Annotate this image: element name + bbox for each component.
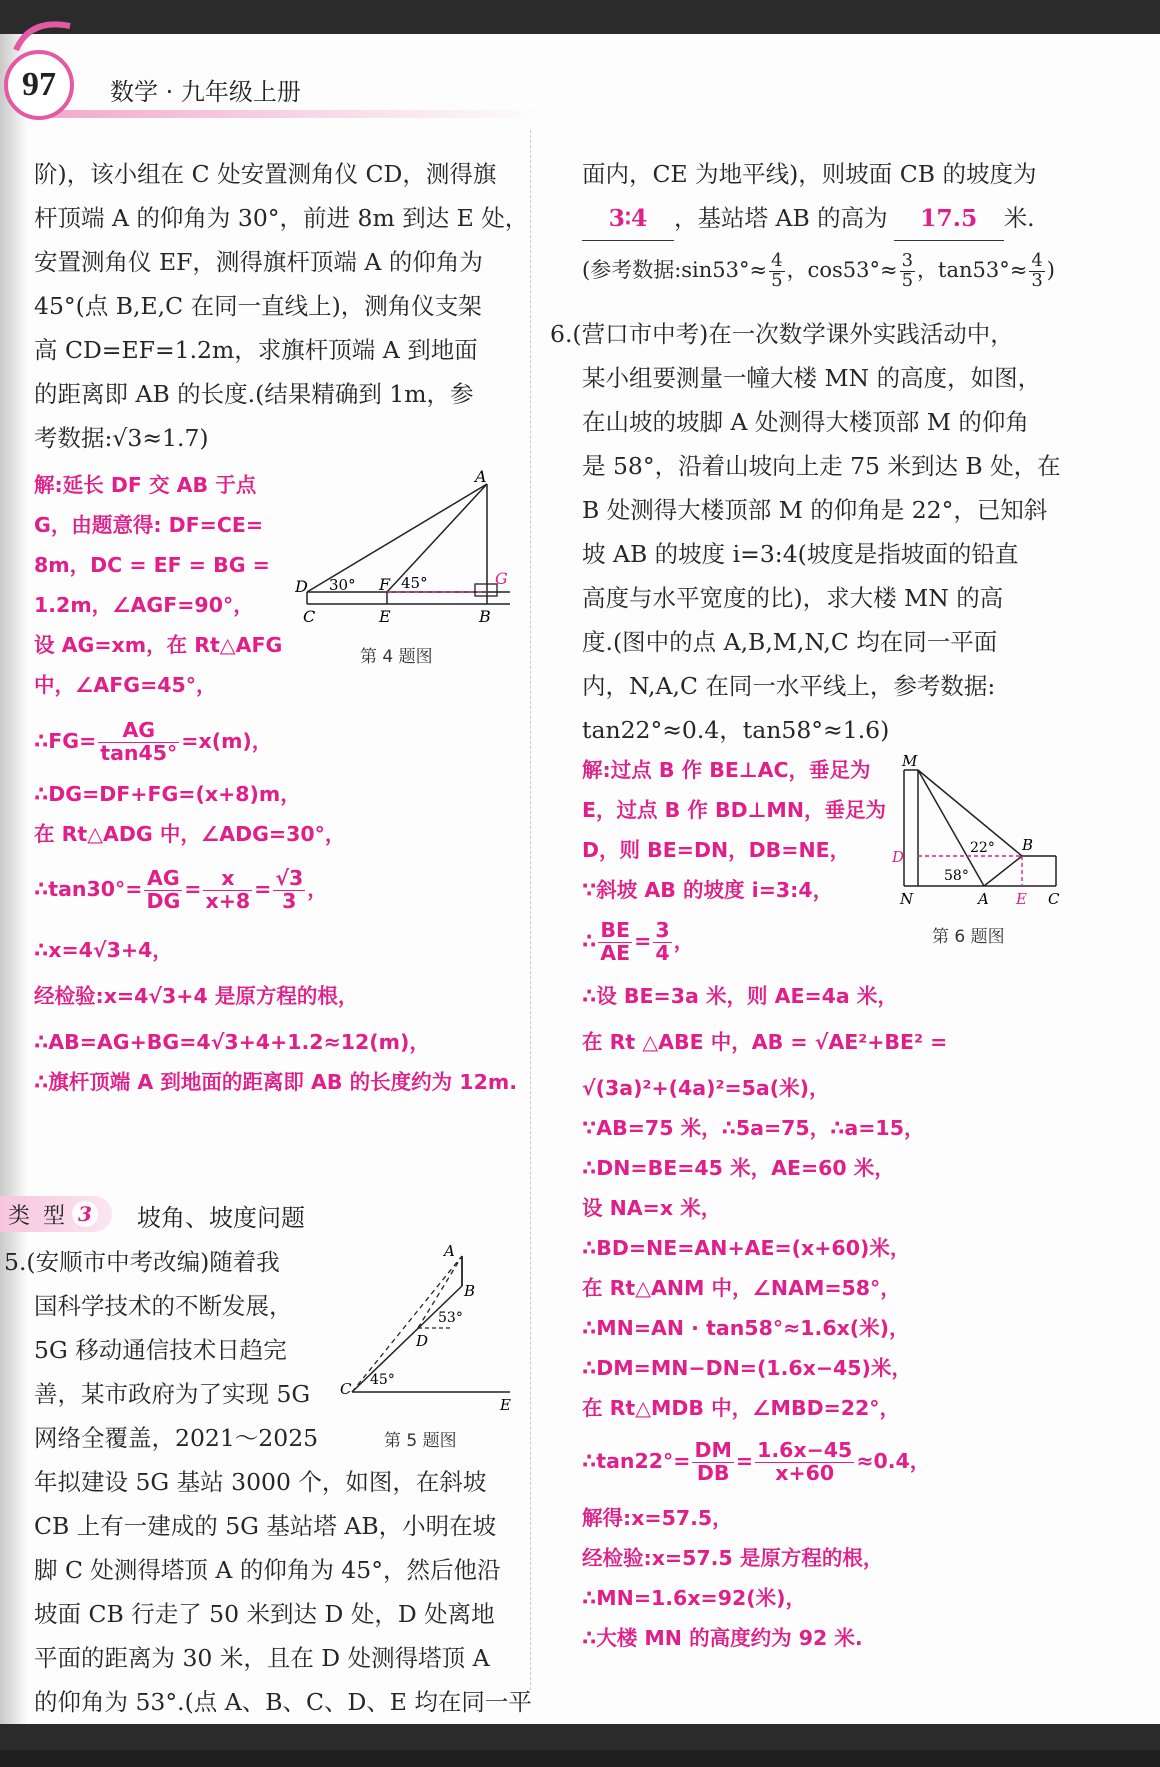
sol4-dg: ∴DG=DF+FG=(x+8)m， <box>34 782 301 806</box>
sol6-line: √(3a)²+(4a)²=5a(米)， <box>582 1076 830 1100</box>
q4-line: 阶)，该小组在 C 处安置测角仪 CD，测得旗 <box>34 160 497 188</box>
sol6-line: ∵AB=75 米，∴5a=75，∴a=15， <box>582 1116 925 1140</box>
q5-cont-line: 面内，CE 为地平线)，则坡面 CB 的坡度为 <box>582 160 1037 188</box>
q6-line: 在山坡的坡脚 A 处测得大楼顶部 M 的仰角 <box>582 408 1029 436</box>
sol4-ab: ∴AB=AG+BG=4√3+4+1.2≈12(m)， <box>34 1030 430 1054</box>
fig5-label: B <box>464 1282 476 1300</box>
sol6-line: D，则 BE=DN，DB=NE， <box>582 838 851 862</box>
page-edge-shadow <box>0 34 28 1724</box>
sol6-line: 在 Rt△ANM 中，∠NAM=58°， <box>582 1276 901 1300</box>
header-band <box>40 110 540 118</box>
fig6-label: B <box>1022 836 1034 854</box>
book-title: 数学 · 九年级上册 <box>110 78 301 106</box>
q4-line: 45°(点 B,E,C 在同一直线上)，测角仪支架 <box>34 292 482 320</box>
fig4-caption: 第 4 题图 <box>360 647 433 667</box>
sol6-line: 解:过点 B 作 BE⊥AC，垂足为 <box>582 758 871 782</box>
q5-blank-height: 17.5 <box>894 196 1004 241</box>
sol4-line: 设 AG=xm，在 Rt△AFG <box>34 633 283 657</box>
sol6-line: ∴DN=BE=45 米，AE=60 米， <box>582 1156 895 1180</box>
type-tag <box>0 1196 112 1232</box>
sol4-line: G，由题意得: DF=CE= <box>34 513 264 537</box>
sol6-line: ∴MN=AN · tan58°≈1.6x(米)， <box>582 1316 910 1340</box>
q5-line: 善，某市政府为了实现 5G <box>34 1380 311 1408</box>
fig5-label: C <box>340 1380 352 1398</box>
q5-line: 网络全覆盖，2021～2025 <box>34 1424 319 1452</box>
q6-line: 度.(图中的点 A,B,M,N,C 均在同一平面 <box>582 628 998 656</box>
q6-line: 高度与水平宽度的比)，求大楼 MN 的高 <box>582 584 1004 612</box>
q6-line: tan22°≈0.4，tan58°≈1.6) <box>582 716 890 744</box>
fig5-label: A <box>444 1244 455 1260</box>
sol4-check: 经检验:x=4√3+4 是原方程的根， <box>34 984 359 1008</box>
fig6-label: N <box>900 890 914 908</box>
fig4-label: A <box>475 470 487 486</box>
sol6-line: ∴BD=NE=AN+AE=(x+60)米， <box>582 1236 911 1260</box>
fig6-label: M <box>902 752 918 770</box>
q5-answer-line: 3∶4 ，基站塔 AB 的高为 17.5 米. <box>582 196 1035 241</box>
q6-line: 内，N,A,C 在同一水平线上，参考数据: <box>582 672 996 700</box>
q6-line: 6.(营口市中考)在一次数学课外实践活动中， <box>550 320 1014 348</box>
q4-line: 高 CD=EF=1.2m，求旗杆顶端 A 到地面 <box>34 336 478 364</box>
fig5-label: 45° <box>370 1372 395 1388</box>
sol6-line: ∴大楼 MN 的高度约为 92 米. <box>582 1626 863 1650</box>
q5-blank-slope: 3∶4 <box>582 196 674 241</box>
fig5-caption: 第 5 题图 <box>384 1431 457 1451</box>
q4-line: 考数据:√3≈1.7) <box>34 424 209 452</box>
fig5-label: D <box>416 1332 429 1350</box>
sol6-line: 设 NA=x 米， <box>582 1196 722 1220</box>
sol6-line: E，过点 B 作 BD⊥MN，垂足为 <box>582 798 886 822</box>
figure-6 <box>888 752 1068 912</box>
q6-line: 某小组要测量一幢大楼 MN 的高度，如图， <box>582 364 1042 392</box>
sol6-line: 经检验:x=57.5 是原方程的根， <box>582 1546 884 1570</box>
q5-reference: (参考数据:sin53°≈ $\frac{4}{5}$ ，cos53°≈ $\frac{3}{5}$ ，tan53°≈ $\frac{4}{3}$ ) <box>582 250 1055 291</box>
type-tag-label: 类 型 <box>8 1203 68 1229</box>
sol6-line: ∴DM=MN−DN=(1.6x−45)米， <box>582 1356 912 1380</box>
figure-4 <box>295 470 520 630</box>
q5-line: 年拟建设 5G 基站 3000 个，如图，在斜坡 <box>34 1468 487 1496</box>
sol4-line: 8m，DC = EF = BG = <box>34 553 270 577</box>
fig6-label: E <box>1016 890 1027 908</box>
page-number: 97 <box>22 66 56 103</box>
sol4-rt: 在 Rt△ADG 中，∠ADG=30°， <box>34 822 346 846</box>
q5-line: 5.(安顺市中考改编)随着我 <box>4 1248 280 1276</box>
sol6-tan-equation: ∴tan22°= $\frac{DM}{DB}$ = $\frac{1.6x-45}{x+60}$ ≈0.4， <box>582 1438 931 1485</box>
fig5-label: 53° <box>438 1310 463 1326</box>
sol4-line: 1.2m，∠AGF=90°， <box>34 593 254 617</box>
page-number-badge <box>4 50 74 120</box>
q5-line: 平面的距离为 30 米，且在 D 处测得塔顶 A <box>34 1644 490 1672</box>
q5-line: 国科学技术的不断发展， <box>34 1292 293 1320</box>
type-title: 坡角、坡度问题 <box>137 1204 305 1232</box>
fig5-label: E <box>500 1396 511 1414</box>
sol6-line: 解得:x=57.5， <box>582 1506 733 1530</box>
sol6-line: ∵斜坡 AB 的坡度 i=3:4， <box>582 878 834 902</box>
sol4-line: 中，∠AFG=45°， <box>34 673 217 697</box>
q4-line: 的距离即 AB 的长度.(结果精确到 1m，参 <box>34 380 474 408</box>
q6-line: 是 58°，沿着山坡向上走 75 米到达 B 处，在 <box>582 452 1061 480</box>
column-divider <box>530 130 531 1690</box>
fig4-label: E <box>379 607 391 626</box>
sol6-line: 在 Rt △ABE 中，AB = √AE²+BE² = <box>582 1030 948 1054</box>
fig6-label: C <box>1048 890 1060 908</box>
sol4-final: ∴旗杆顶端 A 到地面的距离即 AB 的长度约为 12m. <box>34 1070 517 1094</box>
fig4-label: 30° <box>329 576 356 594</box>
fig4-label: G <box>495 569 508 588</box>
figure-5 <box>340 1244 520 1414</box>
q4-line: 安置测角仪 EF，测得旗杆顶端 A 的仰角为 <box>34 248 483 276</box>
sol4-line: 解:延长 DF 交 AB 于点 <box>34 473 257 497</box>
sol4-fg-equation: ∴FG= $\frac{AG}{\tan 45^\circ}$ =x(m)， <box>34 718 273 765</box>
fig6-caption: 第 6 题图 <box>932 927 1005 947</box>
fig4-label: C <box>303 607 316 626</box>
q5-line: CB 上有一建成的 5G 基站塔 AB，小明在坡 <box>34 1512 497 1540</box>
bottom-bar <box>0 1750 1160 1767</box>
q5-line: 脚 C 处测得塔顶 A 的仰角为 45°，然后他沿 <box>34 1556 501 1584</box>
q5-line: 的仰角为 53°.(点 A、B、C、D、E 均在同一平 <box>34 1688 532 1716</box>
sol4-tan-equation: ∴tan30°= $\frac{AG}{DG}$ = $\frac{x}{x+8}$ = $\frac{√3}{3}$ ， <box>34 866 328 913</box>
q4-line: 杆顶端 A 的仰角为 30°，前进 8m 到达 E 处， <box>34 204 529 232</box>
sol6-ratio: ∴ $\frac{BE}{AE}$ = $\frac{3}{4}$ ， <box>582 918 695 965</box>
q6-line: B 处测得大楼顶部 M 的仰角是 22°，已知斜 <box>582 496 1048 524</box>
fig6-label: 58° <box>944 868 969 884</box>
sol4-x: ∴x=4√3+4， <box>34 938 173 962</box>
fig6-label: 22° <box>970 840 995 856</box>
q6-line: 坡 AB 的坡度 i=3:4(坡度是指坡面的铅直 <box>582 540 1019 568</box>
q5-line: 坡面 CB 行走了 50 米到达 D 处，D 处离地 <box>34 1600 495 1628</box>
fig4-label: B <box>479 607 491 626</box>
sol6-line: ∴设 BE=3a 米，则 AE=4a 米， <box>582 984 898 1008</box>
fig6-label: D <box>892 848 905 866</box>
fig4-label: 45° <box>401 574 428 592</box>
fig6-label: A <box>978 890 989 908</box>
sol6-line: 在 Rt△MDB 中，∠MBD=22°， <box>582 1396 901 1420</box>
sol6-line: ∴MN=1.6x=92(米)， <box>582 1586 806 1610</box>
q5-line: 5G 移动通信技术日趋完 <box>34 1336 287 1364</box>
fig4-label: D <box>295 577 308 596</box>
fig4-label: F <box>379 575 391 594</box>
type-tag-number: 3 <box>72 1201 98 1227</box>
